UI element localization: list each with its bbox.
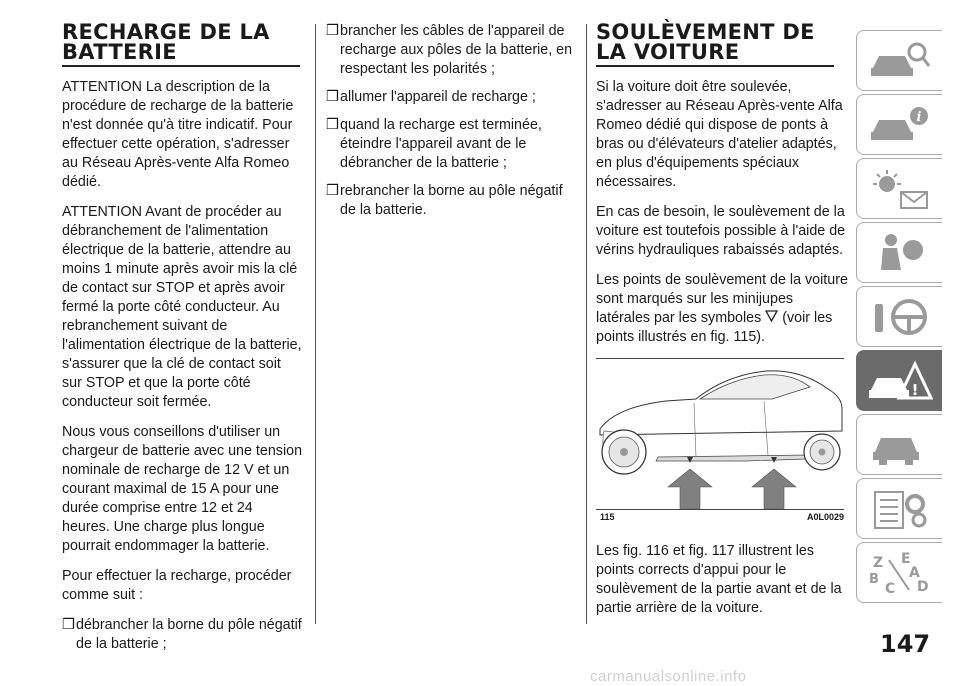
- tab-car-info[interactable]: [856, 94, 942, 155]
- section-heading: RECHARGE DE LA BATTERIE: [62, 22, 300, 67]
- index-letter: C: [884, 580, 895, 596]
- paragraph: ATTENTION Avant de procéder au débranchement de l'alimentation électrique de la batterie, attendre au moins 1 minute après avoir mis la clé de contact sur STOP et après avoir fermé la porte côté conducteur. Au rebranchement suivant de l'alimentation électrique de la batterie, s'assurer que la clé de contact soit sur STOP et que la porte côté conducteur soit fermée.: [62, 204, 302, 410]
- index-letter: A: [908, 564, 920, 581]
- chapter-tabs: [856, 30, 942, 606]
- paragraph: Nous vous conseillons d'utiliser un chargeur de batterie avec une tension nominale de recharge de 12 V et un courant maximal de 15 A pour une durée comprise entre 12 et 24 heures. Une charge plus longue pourrait endommager la batterie.: [62, 424, 303, 554]
- list-item: [326, 116, 576, 173]
- index-letter: B: [868, 571, 879, 587]
- bullet-mark: ❒: [326, 117, 339, 133]
- car-maintenance-icon: [867, 422, 933, 468]
- svg-text:i: i: [916, 109, 921, 125]
- car-breakdown-icon: [867, 358, 933, 404]
- page-number: 147: [880, 630, 931, 658]
- paragraph-text: Les points de soulèvement de la voiture sont marqués sur les minijupes latérales par les symboles: [596, 272, 848, 326]
- arrow-up-icon: [668, 469, 712, 509]
- tab-index[interactable]: [856, 542, 942, 603]
- tab-dashboard[interactable]: [856, 158, 942, 219]
- list-item-text: rebrancher la borne au pôle négatif de la batterie.: [340, 183, 563, 218]
- list-item-text: brancher les câbles de l'appareil de recharge aux pôles de la batterie, en respectant les polarités ;: [340, 23, 573, 77]
- list-item: [62, 616, 304, 654]
- tab-starting-driving[interactable]: [856, 286, 942, 347]
- section-heading: SOULÈVEMENT DE LA VOITURE: [596, 22, 834, 67]
- index-letter: D: [916, 578, 929, 595]
- tab-maintenance[interactable]: [856, 414, 942, 475]
- list-item: [326, 182, 576, 220]
- tab-technical-data[interactable]: [856, 478, 942, 539]
- specifications-gear-icon: [867, 486, 933, 532]
- list-item-text: débrancher la borne du pôle négatif de la batterie ;: [76, 617, 302, 652]
- index-letter: Z: [872, 554, 883, 571]
- list-item: [326, 22, 576, 79]
- paragraph: En cas de besoin, le soulèvement de la voiture est toutefois possible à l'aide de vérins hydrauliques rabaissés adaptés.: [596, 204, 846, 258]
- bullet-mark: ❒: [62, 617, 75, 633]
- car-info-icon: [867, 102, 933, 148]
- battery-steps-continued: [326, 22, 576, 229]
- paragraph: Si la voiture doit être soulevée, s'adresser au Réseau Après-vente Alfa Romeo dédié qui dispose de ponts à bras ou d'élévateurs d'atelier adaptés, en plus d'équipements spéciaux nécessaires.: [596, 79, 843, 190]
- battery-section: [62, 22, 304, 663]
- column-divider: [586, 24, 587, 624]
- list-item: [326, 88, 576, 107]
- bullet-mark: ❒: [326, 183, 339, 199]
- index-letter: E: [900, 550, 911, 567]
- column-divider: [315, 24, 316, 624]
- tab-emergency[interactable]: [856, 350, 942, 411]
- svg-text:!: !: [911, 380, 918, 399]
- figure-number: 115: [600, 512, 615, 522]
- figure-115: [596, 358, 844, 510]
- figure-caption: [596, 510, 848, 524]
- bullet-mark: ❒: [326, 23, 339, 39]
- paragraph: Pour effectuer la recharge, procéder comme suit :: [62, 568, 292, 603]
- list-item-text: quand la recharge est terminée, éteindre l'appareil avant de le débrancher de la batterie ;: [340, 117, 542, 171]
- tab-car-knowledge[interactable]: [856, 30, 942, 91]
- steering-wheel-icon: [867, 294, 933, 340]
- paragraph: Les fig. 116 et fig. 117 illustrent les points corrects d'appui pour le soulèvement de la partie avant et de la partie arrière de la voiture.: [596, 543, 842, 616]
- car-search-icon: [867, 38, 933, 84]
- lifting-point-icon: [765, 310, 778, 322]
- paragraph: ATTENTION La description de la procédure de recharge de la batterie n'est donnée qu'à titre indicatif. Pour effectuer cette opération, s'adresser au Réseau Après-vente Alfa Romeo dédié.: [62, 79, 294, 190]
- paragraph-text: (voir les points illustrés en fig. 115).: [596, 310, 833, 345]
- car-side-view-illustration: [596, 359, 844, 509]
- lifting-section: [596, 22, 848, 629]
- airbag-passenger-icon: [867, 230, 933, 276]
- tab-safety[interactable]: [856, 222, 942, 283]
- watermark: carmanualsonline.info: [590, 668, 747, 685]
- alphabetical-index-icon: [867, 550, 933, 596]
- dashboard-lights-icon: [867, 166, 933, 212]
- bullet-mark: ❒: [326, 89, 339, 105]
- list-item-text: allumer l'appareil de recharge ;: [340, 89, 536, 105]
- figure-code: A0L0029: [806, 512, 844, 522]
- paragraph: [596, 271, 848, 347]
- arrow-up-icon: [752, 469, 796, 509]
